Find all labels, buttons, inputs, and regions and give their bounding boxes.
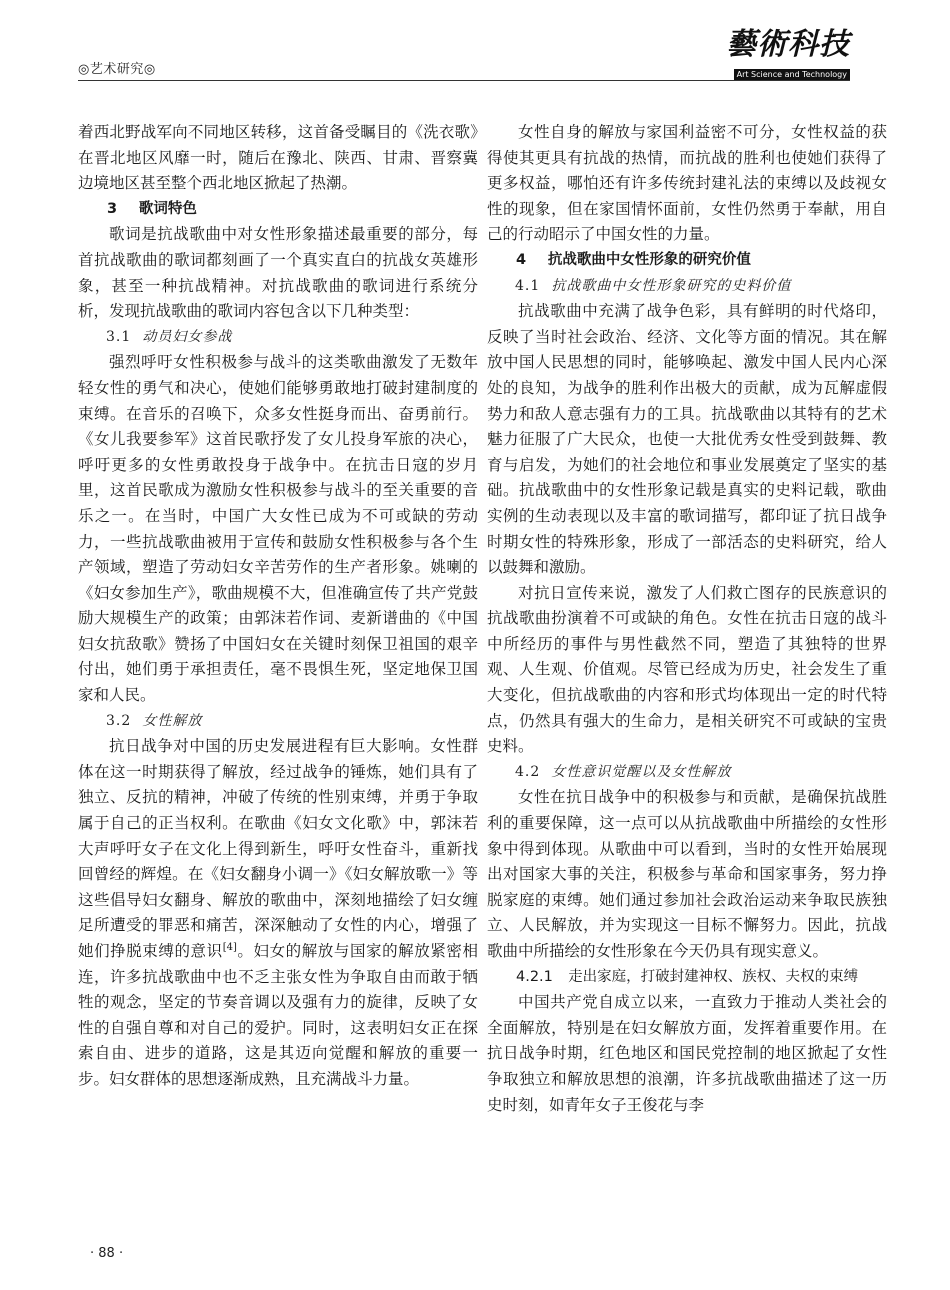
right-column: [487, 120, 887, 1118]
section-title: 抗战歌曲中女性形象的研究价值: [547, 251, 751, 268]
paragraph-3-2: [78, 734, 478, 1092]
paragraph-lyrics: 歌词是抗战歌曲中对女性形象描述最重要的部分，每首抗战歌曲的歌词都刻画了一个真实直白的抗战女英雄形象，甚至一种抗战精神。对抗战歌曲的歌词进行系统分析，发现抗战歌曲的歌词内容包含以下几种类型：: [78, 225, 478, 321]
paragraph-4-1-a: 抗战歌曲中充满了战争色彩，具有鲜明的时代烙印，反映了当时社会政治、经济、文化等方面的情况。其在解放中国人民思想的同时，能够唤起、激发中国人民内心深处的良知，为战争的胜利作出极大的贡献，成为瓦解虚假势力和敌人意志强有力的工具。抗战歌曲以其特有的艺术魅力征服了广大民众，也使一大批优秀女性受到鼓舞、教育与启发，为她们的社会地位和事业发展奠定了坚实的基础。抗战歌曲中的女性形象记载是真实的史料记载，歌曲实例的生动表现以及丰富的歌词描写，都印证了抗日战争时期女性的特殊形象，形成了一部活态的史料研究，给人以鼓舞和激励。: [487, 302, 887, 577]
paragraph-4-2: 女性在抗日战争中的积极参与和贡献，是确保抗战胜利的重要保障，这一点可以从抗战歌曲中所描绘的女性形象中得到体现。从歌曲中可以看到，当时的女性开始展现出对国家大事的关注，积极参与革命和国家事务，努力挣脱家庭的束缚。她们通过参加社会政治运动来争取民族独立、人民解放，并为实现这一目标不懈努力。因此，抗战歌曲中所描绘的女性形象在今天仍具有现实意义。: [487, 788, 887, 960]
subsubsection-title: 走出家庭，打破封建神权、族权、夫权的束缚: [568, 968, 859, 985]
paragraph-intro: 女性自身的解放与家国利益密不可分，女性权益的获得使其更具有抗战的热情，而抗战的胜利也使她们获得了更多权益，哪怕还有许多传统封建礼法的束缚以及歧视女性的现象，但在家国情怀面前，女性仍然勇于奉献，用自己的行动昭示了中国女性的力量。: [487, 123, 887, 244]
subsection-title: 女性意识觉醒以及女性解放: [551, 763, 732, 780]
page-number: · 88 ·: [90, 1246, 124, 1261]
paragraph-4-1-b: 对抗日宣传来说，激发了人们救亡图存的民族意识的抗战歌曲扮演着不可或缺的角色。女性在抗击日寇的战斗中所经历的事件与男性截然不同，塑造了其独特的世界观、人生观、价值观。尽管已经成为历史，社会发生了重大变化，但抗战歌曲的内容和形式均体现出一定的时代特点，仍然具有强大的生命力，是相关研究不可或缺的宝贵史料。: [487, 583, 887, 756]
subsection-number: 4.2: [515, 763, 541, 780]
logo-mark: 藝術科技: [726, 27, 850, 62]
subsubsection-heading-4-2-1: [487, 965, 887, 991]
paragraph-continued: 着西北野战军向不同地区转移，这首备受瞩目的《洗衣歌》在晋北地区风靡一时，随后在豫北、陕西、甘肃、晋察冀边境地区甚至整个西北地区掀起了热潮。: [78, 123, 478, 193]
subsection-number: 3.2: [106, 712, 132, 729]
subsection-heading-3-2: [78, 709, 478, 735]
subsection-title: 抗战歌曲中女性形象研究的史料价值: [551, 277, 792, 294]
section-heading-4: [487, 248, 887, 274]
paragraph-3-1: 强烈呼吁女性积极参与战斗的这类歌曲激发了无数年轻女性的勇气和决心，使她们能够勇敢地打破封建制度的束缚。在音乐的召唤下，众多女性挺身而出、奋勇前行。《女儿我要参军》这首民歌抒发了女儿投身军旅的决心，呼吁更多的女性勇敢投身于战争中。在抗击日寇的岁月里，这首民歌成为激励女性积极参与战斗的至关重要的音乐之一。在当时，中国广大女性已成为不可或缺的劳动力，一些抗战歌曲被用于宣传和鼓励女性积极参与各个生产领域，塑造了劳动妇女辛苦劳作的生产者形象。姚喇的《妇女参加生产》，歌曲规模不大，但准确宣传了共产党鼓励大规模生产的政策；由郭沫若作词、麦新谱曲的《中国妇女抗敌歌》赞扬了中国妇女在关键时刻保卫祖国的艰辛付出，她们勇于承担责任，毫不畏惧生死，坚定地保卫国家和人民。: [78, 353, 478, 705]
subsection-title: 动员妇女参战: [142, 328, 233, 345]
subsection-number: 4.1: [515, 277, 541, 294]
paragraph-text: 。妇女的解放与国家的解放紧密相连，许多抗战歌曲中也不乏主张女性为争取自由而敢于牺牲的观念，坚定的节奏音调以及强有力的旋律，反映了女性的自强自尊和对自己的爱护。同时，这表明妇女正在探索自由、进步的道路，这是其迈向觉醒和解放的重要一步。妇女群体的思想逐渐成熟，且充满战斗力量。: [78, 942, 478, 1088]
section-number: 3: [107, 200, 118, 217]
citation: [4]: [222, 941, 237, 953]
section-label: ◎艺术研究◎: [78, 62, 156, 77]
subsection-number: 3.1: [106, 328, 132, 345]
journal-logo: [710, 27, 850, 79]
logo-subtitle: Art Science and Technology: [734, 69, 850, 80]
left-column: [78, 120, 478, 1093]
paragraph-text: 抗日战争对中国的历史发展进程有巨大影响。女性群体在这一时期获得了解放，经过战争的锤炼，她们具有了独立、反抗的精神，冲破了传统的性别束缚，并勇于争取属于自己的正当权利。在歌曲《妇女文化歌》中，郭沫若大声呼吁女子在文化上得到新生，呼吁女性奋斗，重新找回曾经的辉煌。在《妇女翻身小调一》《妇女解放歌一》等这些倡导妇女翻身、解放的歌曲中，深刻地描绘了妇女缠足所遭受的罪恶和痛苦，深深触动了女性的内心，增强了她们挣脱束缚的意识: [78, 737, 478, 960]
section-title: 歌词特色: [138, 200, 197, 217]
subsubsection-number: 4.2.1: [516, 968, 553, 985]
section-number: 4: [516, 251, 527, 268]
subsection-title: 女性解放: [142, 712, 203, 729]
subsection-heading-3-1: [78, 325, 478, 351]
paragraph-4-2-1: 中国共产党自成立以来，一直致力于推动人类社会的全面解放，特别是在妇女解放方面，发挥着重要作用。在抗日战争时期，红色地区和国民党控制的地区掀起了女性争取独立和解放思想的浪潮，许多抗战歌曲描述了这一历史时刻，如青年女子王俊花与李: [487, 993, 887, 1114]
page-header: [78, 28, 850, 82]
subsection-heading-4-1: [487, 274, 887, 300]
header-rule: [78, 80, 850, 81]
section-heading-3: [78, 197, 478, 223]
subsection-heading-4-2: [487, 760, 887, 786]
